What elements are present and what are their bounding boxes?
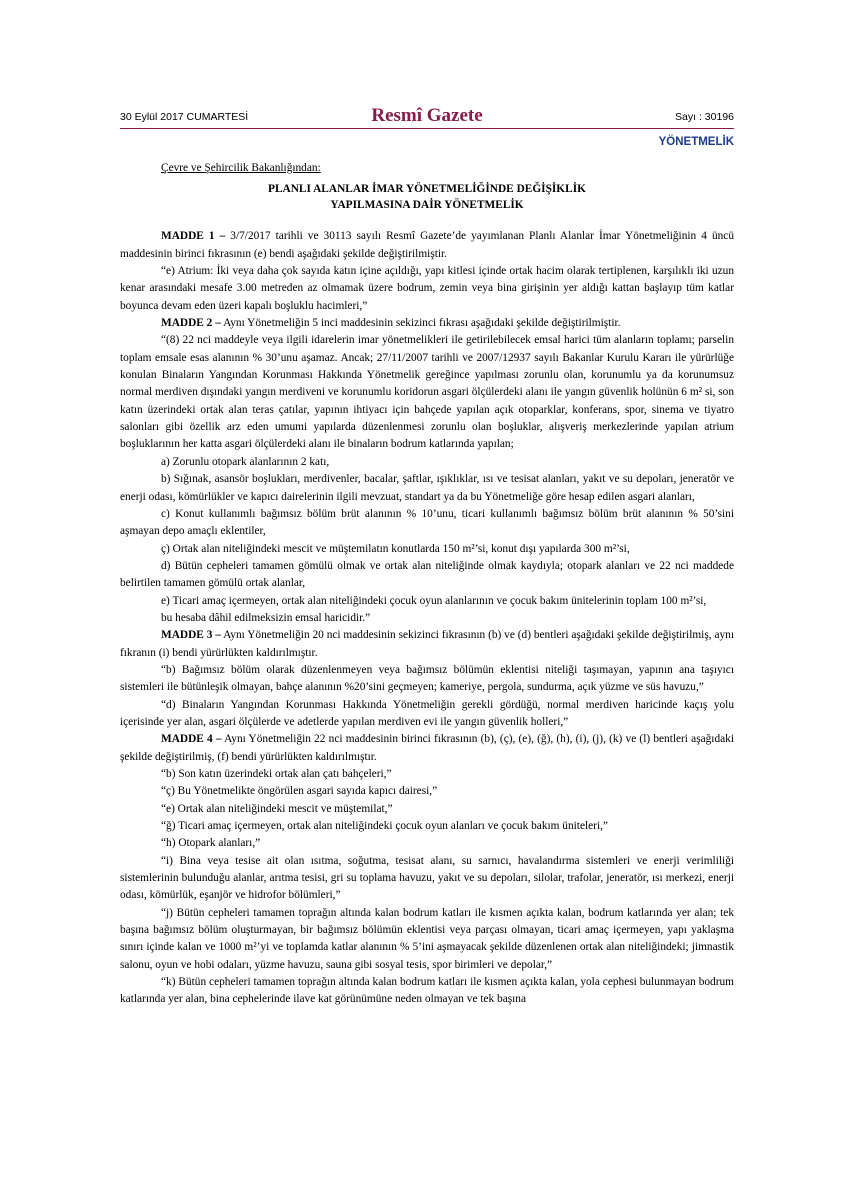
paragraph-text: “i) Bina veya tesise ait olan ısıtma, soğutma, tesisat alanı, su sarnıcı, havalandırma sistemleri ve enerji verimliliği sistemlerinin bulunduğu alanlar, arıtma tesisi, gri su toplama havuzu, yakıt ve su depoları, silolar, trafolar, jeneratör, ısı merkezi, enerji odası, kömürlük, eşanjör ve hidrofor bölümleri,”	[120, 854, 734, 902]
article-number: MADDE 3 –	[161, 629, 221, 642]
paragraph-text: “h) Otopark alanları,”	[161, 837, 261, 850]
body-paragraph	[120, 697, 734, 732]
paragraph-text: “j) Bütün cepheleri tamamen toprağın altında kalan bodrum katları ile kısmen açıkta kalan, bodrum katlarında yer alan; tek başına bağımsız bölüm oluşturmayan, bir bağımsız bölümün eklentisi veya parçası olmayan, ticari amaç içermeyen, yapı yaklaşma sınırı içinde kalan ve 1000 m²’yi ve toplamda katlar alanının % 5’ini aşmayacak şekilde düzenlenen ortak alan niteliğindeki; jimnastik salonu, oyun ve hobi odaları, yüzme havuzu, sauna gibi sosyal tesis, spor birimleri ve depolar,”	[120, 906, 734, 971]
paragraph-text: ç) Ortak alan niteliğindeki mescit ve müştemilatın konutlarda 150 m²’si, konut dışı yapılarda 300 m²’si,	[161, 542, 630, 555]
paragraph-text: Aynı Yönetmeliğin 5 inci maddesinin sekizinci fıkrası aşağıdaki şekilde değiştirilmiştir.	[220, 317, 621, 330]
article-paragraph	[120, 627, 734, 662]
body-paragraph	[120, 801, 734, 818]
section-heading: YÖNETMELİK	[658, 136, 734, 148]
paragraph-text: Aynı Yönetmeliğin 20 nci maddesinin sekizinci fıkrasının (b) ve (d) bentleri aşağıdaki şekilde değiştirilmiş, aynı fıkranın (i) bendi yürürlükten kaldırılmıştır.	[120, 629, 734, 659]
paragraph-text: Aynı Yönetmeliğin 22 nci maddesinin birinci fıkrasının (b), (ç), (e), (ğ), (h), (i), (j), (k) ve (l) bentleri aşağıdaki şekilde değiştirilmiş, (f) bendi yürürlükten kaldırılmıştır.	[120, 733, 734, 763]
header-divider	[120, 128, 734, 129]
body-paragraph	[120, 471, 734, 506]
body-paragraph	[120, 905, 734, 974]
body-paragraph	[120, 662, 734, 697]
body-paragraph	[120, 558, 734, 593]
article-number: MADDE 1 –	[161, 230, 226, 243]
header-date: 30 Eylül 2017 CUMARTESİ	[120, 111, 249, 123]
paragraph-text: “(8) 22 nci maddeyle veya ilgili idarelerin imar yönetmelikleri ile getirilebilecek emsal harici tüm alanların toplamı; parselin toplam emsale esas alanının % 30’unu aşamaz. Ancak; 27/11/2007 tarihli ve 2007/12937 sayılı Bakanlar Kurulu Kararı ile yürürlüğe konulan Binaların Yangından Korunması Hakkında Yönetmelik gereğince yapılması zorunlu olan, korunumlu ya da korunumsuz normal merdiven dışındaki yangın merdiveni ve korunumlu koridorun asgari ölçülerdeki alanı ile yangın güvenlik holünün 6 m² si, son katın üzerindeki ortak alan teras çatılar, yapının ihtiyacı için bahçede yapılan açık otoparklar, konferans, spor, sinema ve tiyatro salonları gibi özellik arz eden umumi yapılarda düzenlenmesi zorunlu olan boşluklar, alışveriş merkezlerinde yapılan atrium boşluklarının her katta asgari ölçülerdeki alanı ile binaların bodrum katlarında yapılan;	[120, 334, 734, 451]
body-paragraph	[120, 454, 734, 471]
body-paragraph	[120, 506, 734, 541]
body-paragraph	[120, 783, 734, 800]
regulation-title-line: PLANLI ALANLAR İMAR YÖNETMELİĞİNDE DEĞİŞİKLİK	[268, 183, 586, 196]
document-body	[120, 160, 734, 1009]
body-paragraph	[120, 853, 734, 905]
paragraph-text: bu hesaba dâhil edilmeksizin emsal haricidir.”	[161, 611, 371, 624]
paragraph-text: “e) Atrium: İki veya daha çok sayıda katın içine açıldığı, yapı kitlesi içinde ortak hacim olarak tertiplenen, karşılıklı iki uzun kenar arasındaki mesafe 3.00 metreden az olmamak üzere bodrum, zemin veya bina girişinin yer aldığı kattan başlayıp tüm katlar boyunca devam eden üzeri kapalı boşluklu hacimleri,”	[120, 265, 734, 312]
paragraph-list	[120, 228, 734, 1008]
paragraph-text: d) Bütün cepheleri tamamen gömülü olmak ve ortak alan niteliğinde olmak kaydıyla; otopark alanları ve 22 nci maddede belirtilen tamamen gömülü ortak alanlar,	[120, 559, 734, 590]
body-paragraph	[120, 541, 734, 558]
regulation-title-line: YAPILMASINA DAİR YÖNETMELİK	[330, 199, 524, 212]
body-paragraph	[120, 835, 734, 852]
body-paragraph	[120, 766, 734, 783]
paragraph-text: b) Sığınak, asansör boşlukları, merdivenler, bacalar, şaftlar, ışıklıklar, ısı ve tesisat alanları, yakıt ve su depoları, jeneratör ve enerji odası, kömürlükler ve kapıcı dairelerinin ilgili mevzuat, standart ya da bu Yönetmeliğe göre hesap edilen asgari alanları,	[120, 473, 734, 503]
paragraph-text: a) Zorunlu otopark alanlarının 2 katı,	[161, 455, 330, 468]
paragraph-text: “ğ) Ticari amaç içermeyen, ortak alan niteliğindeki çocuk oyun alanları ve çocuk bakım üniteleri,”	[161, 820, 608, 833]
ministry-name: Çevre ve Şehircilik Bakanlığından:	[161, 162, 321, 174]
page-header	[120, 106, 734, 130]
gazette-title: Resmî Gazete	[371, 105, 483, 126]
article-paragraph	[120, 228, 734, 263]
body-paragraph	[120, 332, 734, 453]
body-paragraph	[120, 263, 734, 315]
article-number: MADDE 2 –	[161, 317, 221, 330]
body-paragraph	[120, 818, 734, 835]
paragraph-text: “k) Bütün cepheleri tamamen toprağın altında kalan bodrum katları ile kısmen açıkta kalan, yola cephesi bulunmayan bodrum katlarında yer alan, bina cephelerinde ilave kat görünümüne neden olmayan ve tek başına	[120, 976, 734, 1006]
body-paragraph	[120, 593, 734, 610]
paragraph-text: “d) Binaların Yangından Korunması Hakkında Yönetmeliğin gerekli gördüğü, normal merdiven haricinde kaçış yolu içerisinde yer alan, asgari ölçülerde ve adetlerde yapılan merdiven evi ile yangın güvenlik holleri,”	[120, 698, 734, 728]
paragraph-text: c) Konut kullanımlı bağımsız bölüm brüt alanının % 10’unu, ticari kullanımlı bağımsız bölüm brüt alanının % 50’sini aşmayan depo amaçlı eklentiler,	[120, 507, 734, 538]
article-paragraph	[120, 731, 734, 766]
body-paragraph	[120, 974, 734, 1009]
article-paragraph	[120, 315, 734, 332]
article-number: MADDE 4 –	[161, 733, 222, 746]
paragraph-text: e) Ticari amaç içermeyen, ortak alan niteliğindeki çocuk oyun alanlarının ve çocuk bakım ünitelerinin toplam 100 m²’si,	[161, 594, 707, 607]
paragraph-text: 3/7/2017 tarihli ve 30113 sayılı Resmî Gazete’de yayımlanan Planlı Alanlar İmar Yönetmeliğinin 4 üncü maddesinin birinci fıkrasının (e) bendi aşağıdaki şekilde değiştirilmiştir.	[120, 230, 734, 260]
paragraph-text: “e) Ortak alan niteliğindeki mescit ve müştemilat,”	[161, 802, 393, 815]
issue-number: Sayı : 30196	[675, 111, 734, 123]
paragraph-text: “b) Bağımsız bölüm olarak düzenlenmeyen veya bağımsız bölümün eklentisi niteliği taşımayan, yapının ana taşıyıcı sistemleri ile bütünleşik olmayan, bahçe alanının %20’sini geçmeyen; kameriye, pergola, sundurma, açık yüzme ve süs havuzu,”	[120, 663, 734, 694]
paragraph-text: “ç) Bu Yönetmelikte öngörülen asgari sayıda kapıcı dairesi,”	[161, 785, 438, 798]
paragraph-text: “b) Son katın üzerindeki ortak alan çatı bahçeleri,”	[161, 768, 392, 780]
body-paragraph	[120, 610, 734, 627]
